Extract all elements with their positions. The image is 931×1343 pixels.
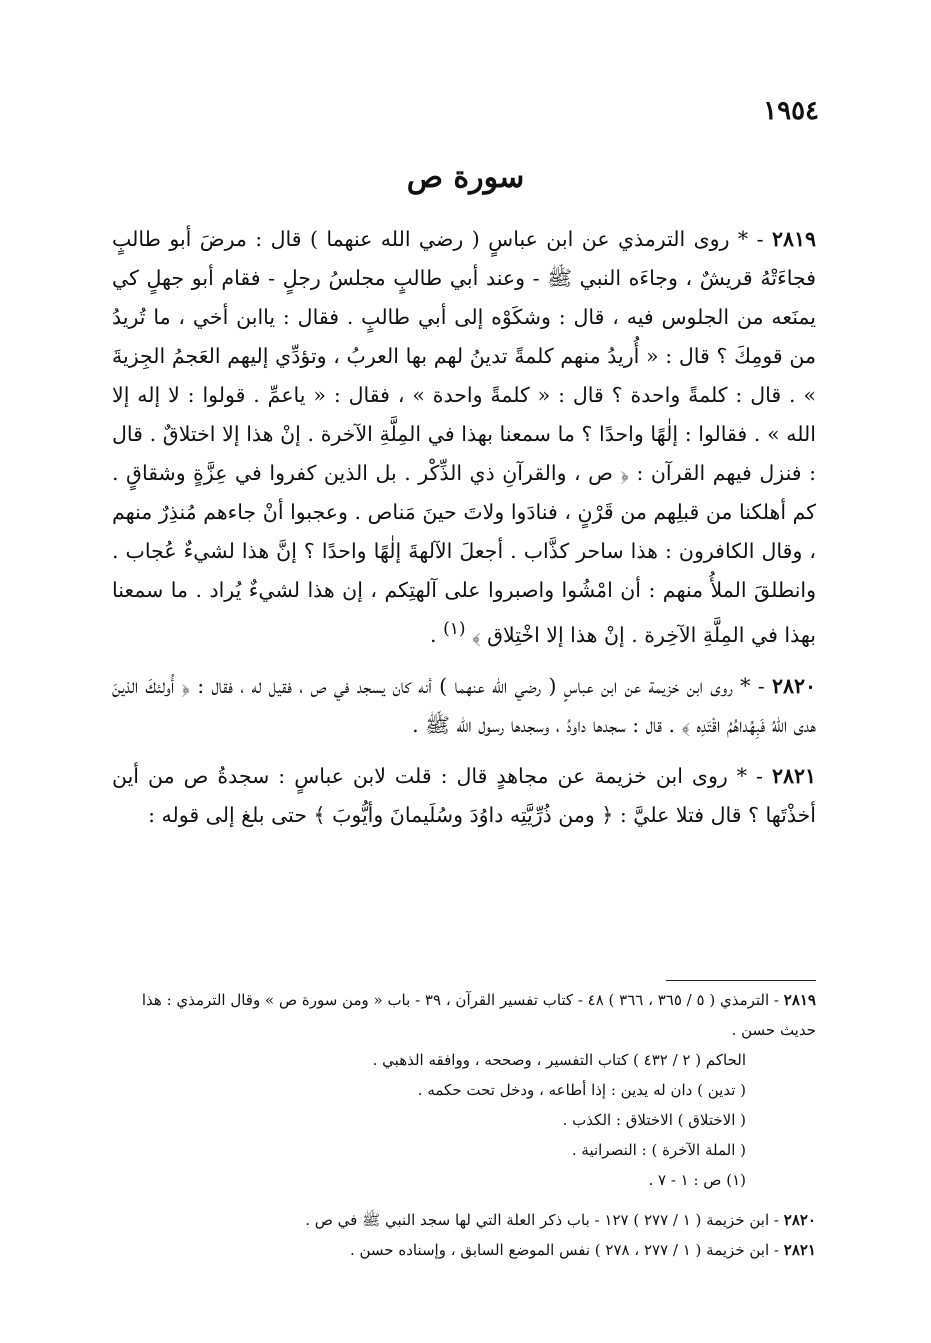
hadith-text: - * روى الترمذي عن ابن عباسٍ ( رضي الله عنهما ) قال : مرضَ أبو طالبٍ فجاءَتْهُ قريشٌ ، وجاءَه النبي ﷺ - وعند أبي طالبٍ مجلسُ رجلٍ - فقام أبو جهلٍ كي يمنَعه من الجلوس فيه ، قال : وشكَوْه إلى أبي طالبٍ . فقال : ياابن أخي ، ما تُريدُ من قومِكَ ؟ قال : « أُريدُ منهم كلمةً تدينُ لهم بها العربُ ، وتؤدِّي إليهم العَجمُ الجِزيةَ » . قال : كلمةً واحدة ؟ قال : « كلمةً واحدة » ، فقال : « ياعمِّ . قولوا : لا إله إلا الله » . فقالوا : إلٰهًا واحدًا ؟ ما سمعنا بهذا في المِلَّةِ الآخرة . إنْ هذا إلا اختلاقٌ . قال : فنزل فيهم القرآن : ﴿ ص ، والقرآنِ ذي الذِّكْر . بل الذين كفروا في عِزَّةٍ وشقاقٍ . كم أهلكنا من قبلِهم من قَرْنٍ ، فنادَوا ولاتَ حينَ مَناص . وعجبوا أنْ جاءهم مُنذِرٌ منهم ، وقال الكافرون : هذا ساحر كذَّاب . أجعلَ الآلهةَ إلٰهًا واحدًا ؟ إنَّ هذا لشيءٌ عُجاب . وانطلقَ الملأُ منهم : أن امْشُوا واصبروا على آلهتِكم ، إن هذا لشيءٌ يُراد . ما سمعنا بهذا في المِلَّةِ الآخِرة . إنْ هذا إلا اخْتِلاق ﴾ xyxy=(112,227,816,647)
footnote-number: ٢٨٢٠ xyxy=(783,1211,816,1229)
main-text xyxy=(112,220,816,835)
footnote-text: ( تدين ) دان له يدين : إذا أطاعه ، ودخل تحت حكمه . xyxy=(417,1081,746,1099)
footnote-text: ( الاختلاق ) الاختلاق : الكذب . xyxy=(562,1111,746,1129)
hadith-text: - * روى ابن خزيمة عن ابن عباسٍ ( رضي الله عنهما ) أنه كان يسجد في ص ، فقيل له ، فقال : ﴿ أُولئكَ الذينَ هدى اللهُ فَبِهُداهُمُ اقْتَدِه ﴾ . قال : سجدها داودُ ، وسجدها رسول الله ﷺ . xyxy=(112,673,816,737)
footnote-text: - ابن خزيمة ( ١ / ٢٧٧ ، ٢٧٨ ) نفس الموضع السابق ، وإسناده حسن . xyxy=(349,1241,779,1259)
hadith-number: ٢٨١٩ xyxy=(771,227,816,251)
page-number: ١٩٥٤ xyxy=(763,96,819,126)
footnote xyxy=(112,1045,816,1075)
footnote-number: ٢٨١٩ xyxy=(783,991,816,1009)
footnote-marker: (١) xyxy=(443,619,466,639)
hadith-text: - * روى ابن خزيمة عن مجاهدٍ قال : قلت لابن عباسٍ : سجدةُ ص من أين أخذْتَها ؟ قال فتلا عليَّ : ﴿ ومن ذُرِّيَّتِه داوُدَ وسُلَيمانَ وأيُّوبَ ﴾ حتى بلغ إلى قوله : xyxy=(112,763,816,827)
footnote-number: ٢٨٢١ xyxy=(783,1241,816,1259)
footnote xyxy=(112,1165,816,1195)
surah-title: سورة ص xyxy=(406,160,525,195)
footnote xyxy=(112,1075,816,1105)
footnote-text: - ابن خزيمة ( ١ / ٢٧٧ ) ١٢٧ - باب ذكر العلة التي لها سجد النبي ﷺ في ص . xyxy=(305,1211,779,1229)
footnote-text: الحاكم ( ٢ / ٤٣٢ ) كتاب التفسير ، وصححه ، ووافقه الذهبي . xyxy=(372,1051,746,1069)
footnotes xyxy=(112,980,816,1265)
hadith-number: ٢٨٢١ xyxy=(771,763,816,788)
footnote xyxy=(112,1205,816,1235)
footnote-text: ( الملة الآخرة ) : النصرانية . xyxy=(571,1141,746,1159)
footnote-text: - الترمذي ( ٥ / ٣٦٥ ، ٣٦٦ ) ٤٨ - كتاب تفسير القرآن ، ٣٩ - باب « ومن سورة ص » وقال الترمذي : هذا حديث حسن . xyxy=(141,991,816,1039)
footnote-divider xyxy=(666,980,816,981)
footnote xyxy=(112,1135,816,1165)
footnote xyxy=(112,985,816,1045)
hadith-2819: ٢٨١٩ - * روى الترمذي عن ابن عباسٍ ( رضي الله عنهما ) قال : مرضَ أبو طالبٍ فجاءَتْهُ قريشٌ ، وجاءَه النبي ﷺ - وعند أبي طالبٍ مجلسُ رجلٍ - فقام أبو جهلٍ كي يمنَعه من الجلوس فيه ، قال : وشكَوْه إلى أبي طالبٍ . فقال : ياابن أخي ، ما تُريدُ من قومِكَ ؟ قال : « أُريدُ منهم كلمةً تدينُ لهم بها العربُ ، وتؤدِّي إليهم العَجمُ الجِزيةَ » . قال : كلمةً واحدة ؟ قال : « كلمةً واحدة » ، فقال : « ياعمِّ . قولوا : لا إله إلا الله » . فقالوا : إلٰهًا واحدًا ؟ ما سمعنا بهذا في المِلَّةِ الآخرة . إنْ هذا إلا اختلاقٌ . قال : فنزل فيهم القرآن : ﴿ ص ، والقرآنِ ذي الذِّكْر . بل الذين كفروا في عِزَّةٍ وشقاقٍ . كم أهلكنا من قبلِهم من قَرْنٍ ، فنادَوا ولاتَ حينَ مَناص . وعجبوا أنْ جاءهم مُنذِرٌ منهم ، وقال الكافرون : هذا ساحر كذَّاب . أجعلَ الآلهةَ إلٰهًا واحدًا ؟ إنَّ هذا لشيءٌ عُجاب . وانطلقَ الملأُ منهم : أن امْشُوا واصبروا على آلهتِكم ، إن هذا لشيءٌ يُراد . ما سمعنا بهذا في المِلَّةِ الآخِرة . إنْ هذا إلا اخْتِلاق ﴾ $^{(١)}$ . xyxy=(112,227,816,647)
footnote xyxy=(112,1105,816,1135)
hadith-2820 xyxy=(112,667,816,745)
hadith-number: ٢٨٢٠ xyxy=(771,673,816,698)
footnote-text: (١) ص : ١ - ٧ . xyxy=(648,1171,746,1189)
hadith-2821 xyxy=(112,757,816,835)
footnote xyxy=(112,1235,816,1265)
